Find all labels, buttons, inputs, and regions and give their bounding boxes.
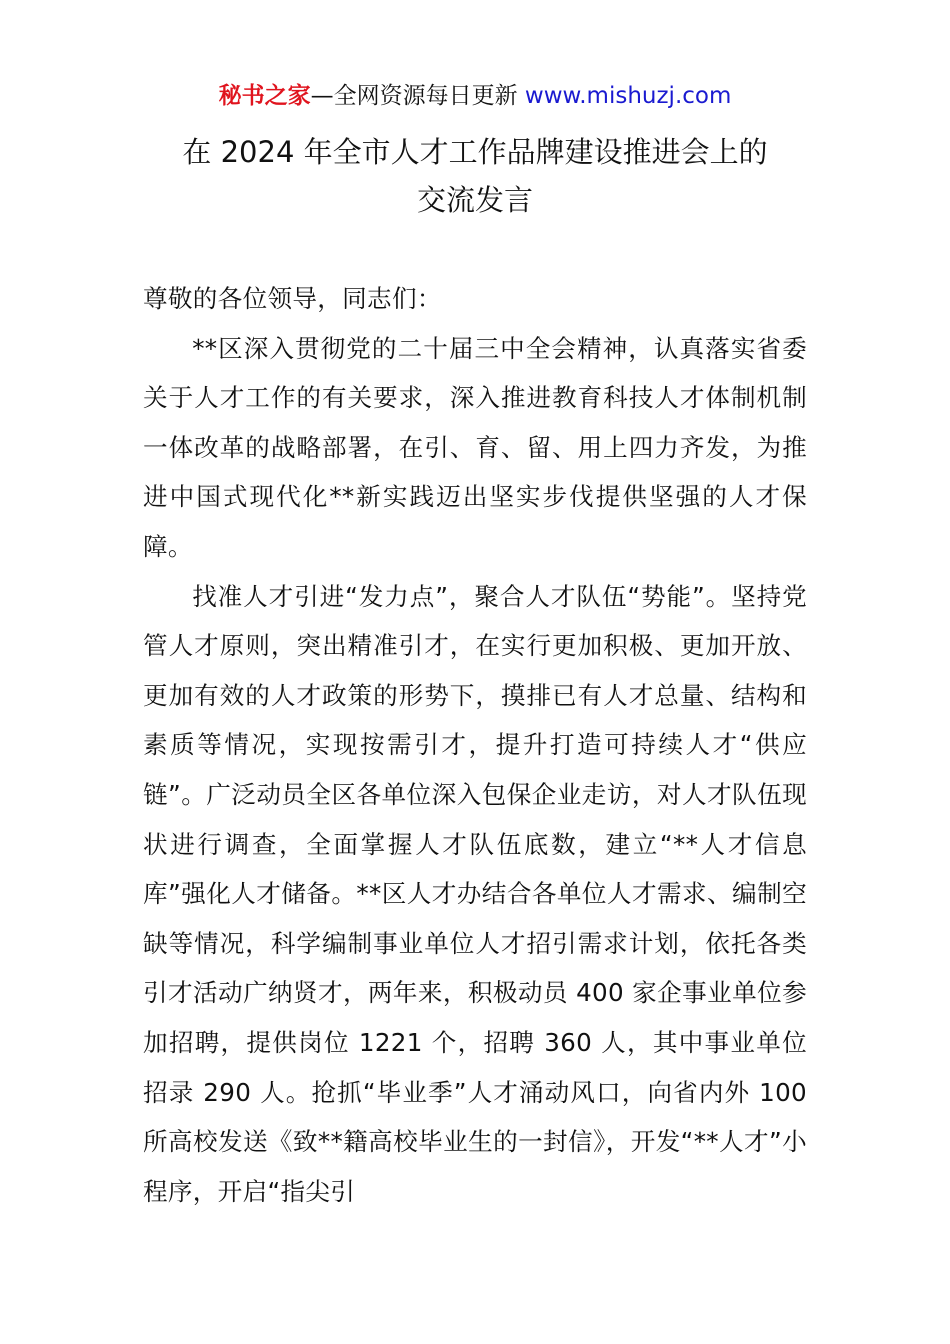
salutation: 尊敬的各位领导，同志们： xyxy=(143,284,442,313)
brand-name: 秘书之家 xyxy=(218,83,311,109)
paragraph-1: **区深入贯彻党的二十届三中全会精神，认真落实省委关于人才工作的有关要求，深入推进教育科技人才体制机制一体改革的战略部署，在引、育、留、用上四力齐发，为推进中国式现代化**新实践迈出坚实步伐提供坚强的人才保障。 xyxy=(143,333,807,561)
title-line-1: 在 2024 年全市人才工作品牌建设推进会上的 xyxy=(182,135,768,169)
header-tagline: —全网资源每日更新 xyxy=(310,83,525,109)
paragraph-2: 找准人才引进“发力点”，聚合人才队伍“势能”。坚持党管人才原则，突出精准引才，在实行更加积极、更加开放、更加有效的人才政策的形势下，摸排已有人才总量、结构和素质等情况，实现按需引才，提升打造可持续人才“供应链”。广泛动员全区各单位深入包保企业走访，对人才队伍现状进行调查，全面掌握人才队伍底数，建立“**人才信息库”强化人才储备。**区人才办结合各单位人才需求、编制空缺等情况，科学编制事业单位人才招引需求计划，依托各类引才活动广纳贤才，两年来，积极动员 400 家企事业单位参加招聘，提供岗位 1221 个，招聘 360 人，其中事业单位招录 290 人。抢抓“毕业季”人才涌动风口，向省内外 100 所高校发送《致**籍高校毕业生的一封信》，开发“**人才”小程序，开启“指尖引 xyxy=(143,581,807,1206)
site-url-link[interactable]: www.mishuzj.com xyxy=(524,83,732,109)
document-body xyxy=(143,274,807,1216)
document-title xyxy=(0,128,950,224)
title-line-2: 交流发言 xyxy=(416,183,533,217)
site-header xyxy=(0,80,950,112)
